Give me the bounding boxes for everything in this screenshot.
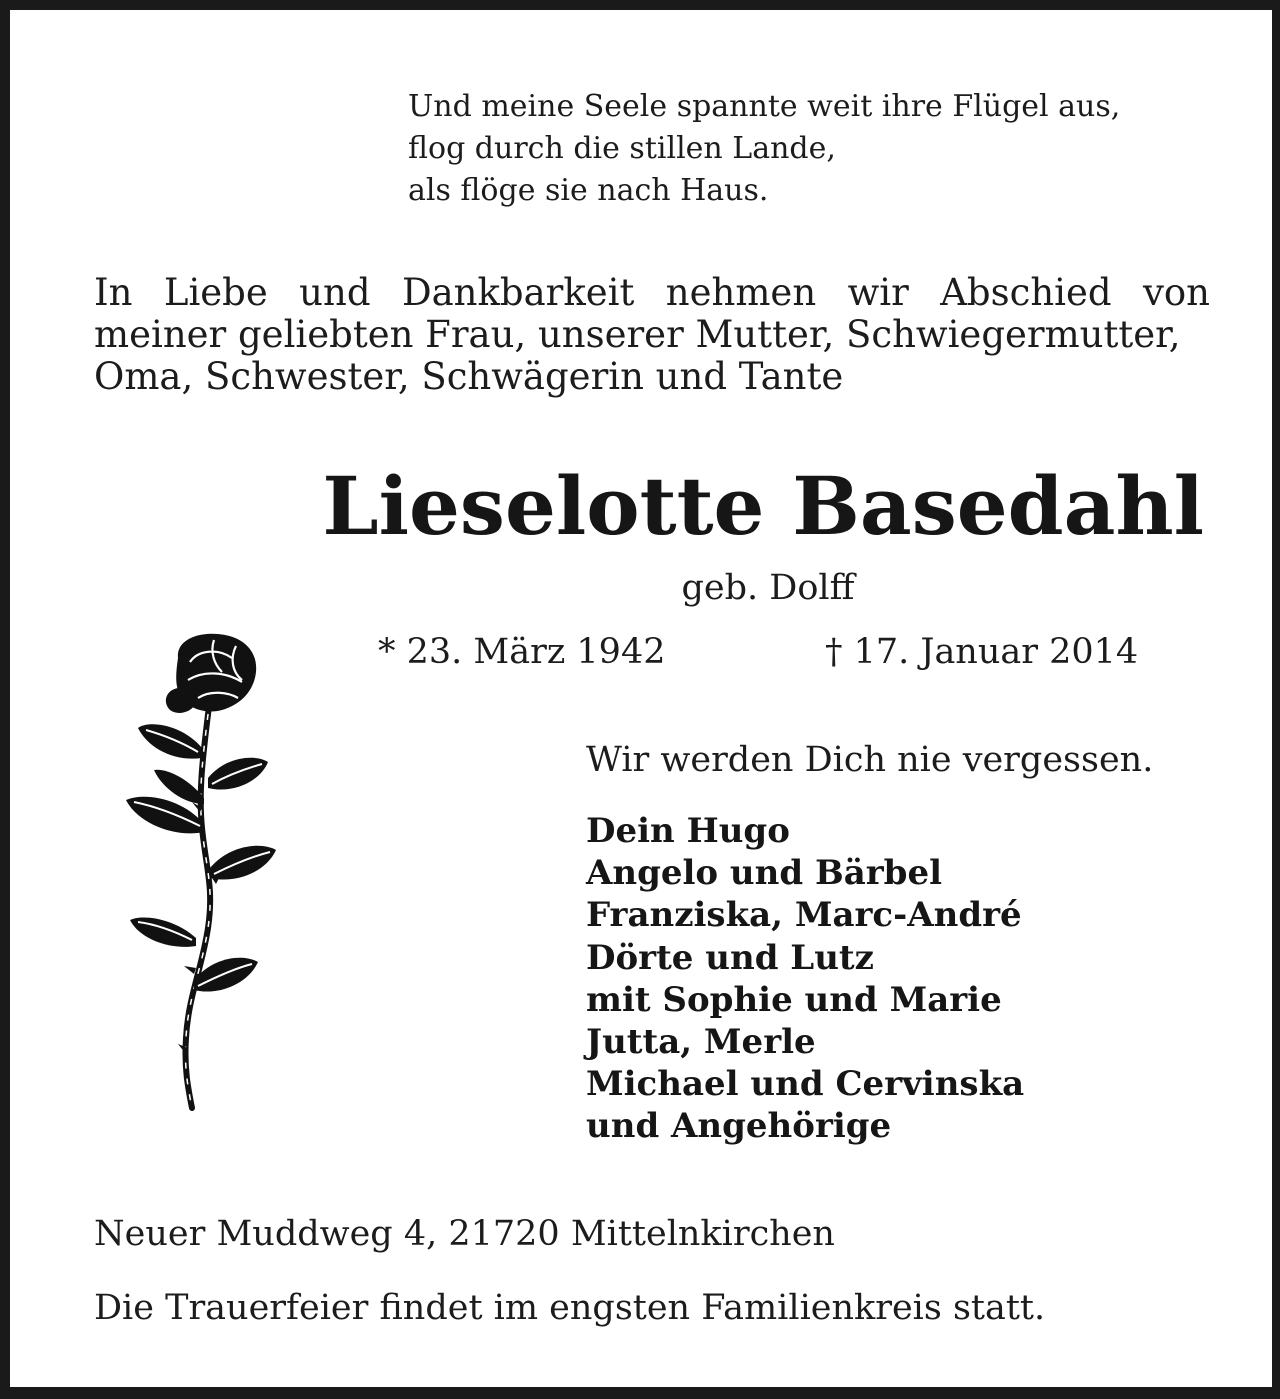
intro-line: In Liebe und Dankbarkeit nehmen wir Abschied von <box>94 271 1210 314</box>
ceremony-note: Die Trauerfeier findet im engsten Familienkreis statt. <box>94 1288 1046 1328</box>
rose-icon <box>118 628 288 1114</box>
poem-line: als flöge sie nach Haus. <box>408 173 769 208</box>
maiden-name: geb. Dolff <box>681 568 855 608</box>
family-member: Michael und Cervinska <box>586 1064 1025 1105</box>
address: Neuer Muddweg 4, 21720 Mittelnkirchen <box>94 1214 835 1254</box>
family-member: Dörte und Lutz <box>586 937 874 978</box>
family-list <box>586 810 1024 1148</box>
family-member: Franziska, Marc-André <box>586 895 1022 936</box>
intro-line: Oma, Schwester, Schwägerin und Tante <box>94 355 844 398</box>
family-member: und Angehörige <box>586 1106 892 1147</box>
poem-line: Und meine Seele spannte weit ihre Flügel aus, <box>408 89 1121 124</box>
intro-text <box>94 272 1210 398</box>
family-member: Angelo und Bärbel <box>586 853 942 894</box>
death-date: † 17. Januar 2014 <box>825 632 1139 672</box>
family-member: Dein Hugo <box>586 811 790 851</box>
family-member: Jutta, Merle <box>586 1021 816 1062</box>
deceased-name: Lieselotte Basedahl <box>322 459 1204 553</box>
remembrance-message: Wir werden Dich nie vergessen. <box>586 740 1154 780</box>
intro-line: meiner geliebten Frau, unserer Mutter, Schwiegermutter, <box>94 313 1181 356</box>
family-member: mit Sophie und Marie <box>586 979 1002 1020</box>
poem-line: flog durch die stillen Lande, <box>408 131 836 166</box>
poem-verse <box>408 86 1120 212</box>
birth-date: * 23. März 1942 <box>378 632 666 672</box>
